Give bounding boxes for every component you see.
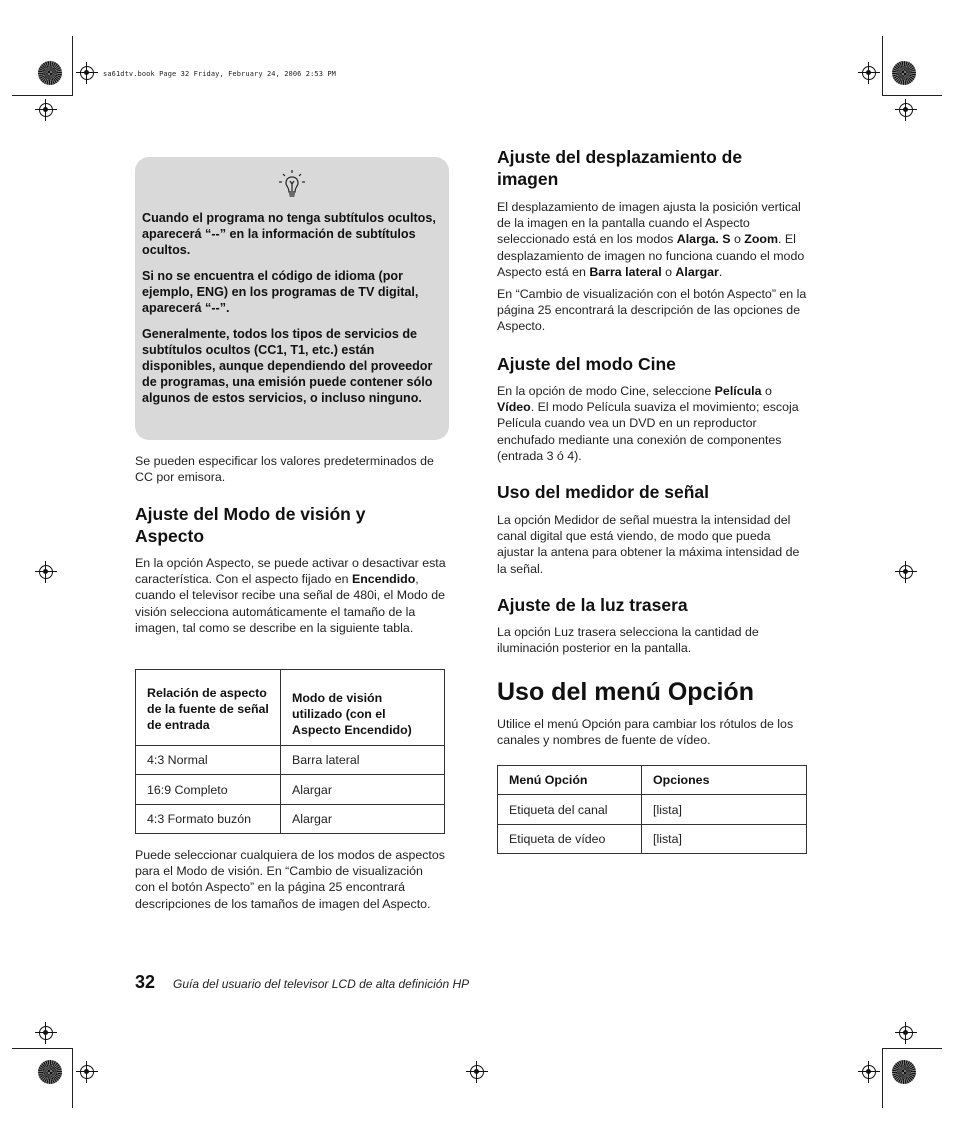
table-header-cell: Opciones: [642, 766, 807, 795]
table-row: [136, 805, 445, 834]
image-shift-paragraph: El desplazamiento de imagen ajusta la posición vertical de la imagen en la pantalla cuando el Aspecto seleccionado está en los modos Alarga. S o Zoom. El desplazamiento de imagen no funciona cuando el modo Aspecto está en Barra lateral o Alargar.: [497, 200, 805, 279]
table-cell: Etiqueta de vídeo: [498, 825, 642, 854]
table-header-row: [136, 670, 445, 746]
aspect-paragraph: En la opción Aspecto, se puede activar o desactivar esta característica. Con el aspecto fijado en Encendido, cuando el televisor recibe una señal de 480i, el Modo de visión selecciona automáticamente el tamaño de la imagen, tal como se describe en la siguiente tabla.: [135, 556, 446, 635]
option-paragraph: Utilice el menú Opción para cambiar los rótulos de los canales y nombres de fuente de vídeo.: [497, 717, 794, 748]
table-row: [136, 775, 445, 805]
tip-note-box: [135, 157, 449, 440]
table-cell: [lista]: [642, 825, 807, 854]
signal-paragraph: La opción Medidor de señal muestra la intensidad del canal digital que está viendo, de modo que pueda ajustar la antena para obtener la máxima intensidad de la señal.: [497, 513, 800, 576]
table-header-cell: Relación de aspecto de la fuente de señal de entrada: [136, 670, 281, 746]
table-cell: 16:9 Completo: [136, 775, 281, 805]
aspect-table: [135, 669, 445, 834]
lightbulb-icon: [277, 169, 307, 203]
table-row: [498, 825, 807, 854]
section-heading-cine: Ajuste del modo Cine: [497, 354, 676, 374]
print-slug: sa61dtv.book Page 32 Friday, February 24, 2006 2:53 PM: [103, 70, 336, 78]
footer-guide-title: Guía del usuario del televisor LCD de alta definición HP: [173, 977, 470, 991]
table-cell: Etiqueta del canal: [498, 795, 642, 825]
cine-paragraph: En la opción de modo Cine, seleccione Película o Vídeo. El modo Película suaviza el movimiento; escoja Película cuando vea un DVD en un reproductor enchufado mediante una conexión de componentes (entrada 3 ó 4).: [497, 384, 799, 463]
note-paragraph: Cuando el programa no tenga subtítulos ocultos, aparecerá “--” en la información de subtítulos ocultos.: [142, 211, 436, 257]
section-heading-aspect: Ajuste del Modo de visión y Aspecto: [135, 504, 366, 546]
table-cell: 4:3 Normal: [136, 746, 281, 775]
after-table-paragraph: Puede seleccionar cualquiera de los modos de aspectos para el Modo de visión. En “Cambio de visualización con el botón Aspecto” en la página 25 encontrará descripciones de los tamaños de imagen del Aspecto.: [135, 848, 445, 911]
table-row: [136, 746, 445, 775]
section-heading-signal: Uso del medidor de señal: [497, 482, 709, 502]
table-cell: Barra lateral: [281, 746, 445, 775]
table-cell: [lista]: [642, 795, 807, 825]
note-paragraph: Si no se encuentra el código de idioma (por ejemplo, ENG) en los programas de TV digital, aparecerá “--”.: [142, 269, 419, 315]
table-header-cell: Menú Opción: [498, 766, 642, 795]
page-number: 32: [135, 972, 156, 992]
cc-default-text: Se pueden especificar los valores predeterminados de CC por emisora.: [135, 454, 434, 485]
image-shift-reference: En “Cambio de visualización con el botón Aspecto” en la página 25 encontrará la descripción de las opciones de Aspecto.: [497, 287, 807, 334]
page-title-option-menu: Uso del menú Opción: [497, 678, 754, 706]
note-paragraph: Generalmente, todos los tipos de servicios de subtítulos ocultos (CC1, T1, etc.) están disponibles, aunque dependiendo del proveedor de programas, una emisión puede contener sólo algunos de estos servicios, o incluso ninguno.: [142, 327, 433, 405]
option-table: [497, 765, 807, 854]
table-header-cell: Modo de visión utilizado (con el Aspecto Encendido): [281, 670, 445, 746]
table-row: [498, 795, 807, 825]
table-cell: 4:3 Formato buzón: [136, 805, 281, 834]
section-heading-image-shift: Ajuste del desplazamiento de imagen: [497, 147, 743, 189]
table-header-row: [498, 766, 807, 795]
section-heading-backlight: Ajuste de la luz trasera: [497, 595, 688, 615]
table-cell: Alargar: [281, 775, 445, 805]
table-cell: Alargar: [281, 805, 445, 834]
backlight-paragraph: La opción Luz trasera selecciona la cantidad de iluminación posterior en la pantalla.: [497, 625, 759, 656]
